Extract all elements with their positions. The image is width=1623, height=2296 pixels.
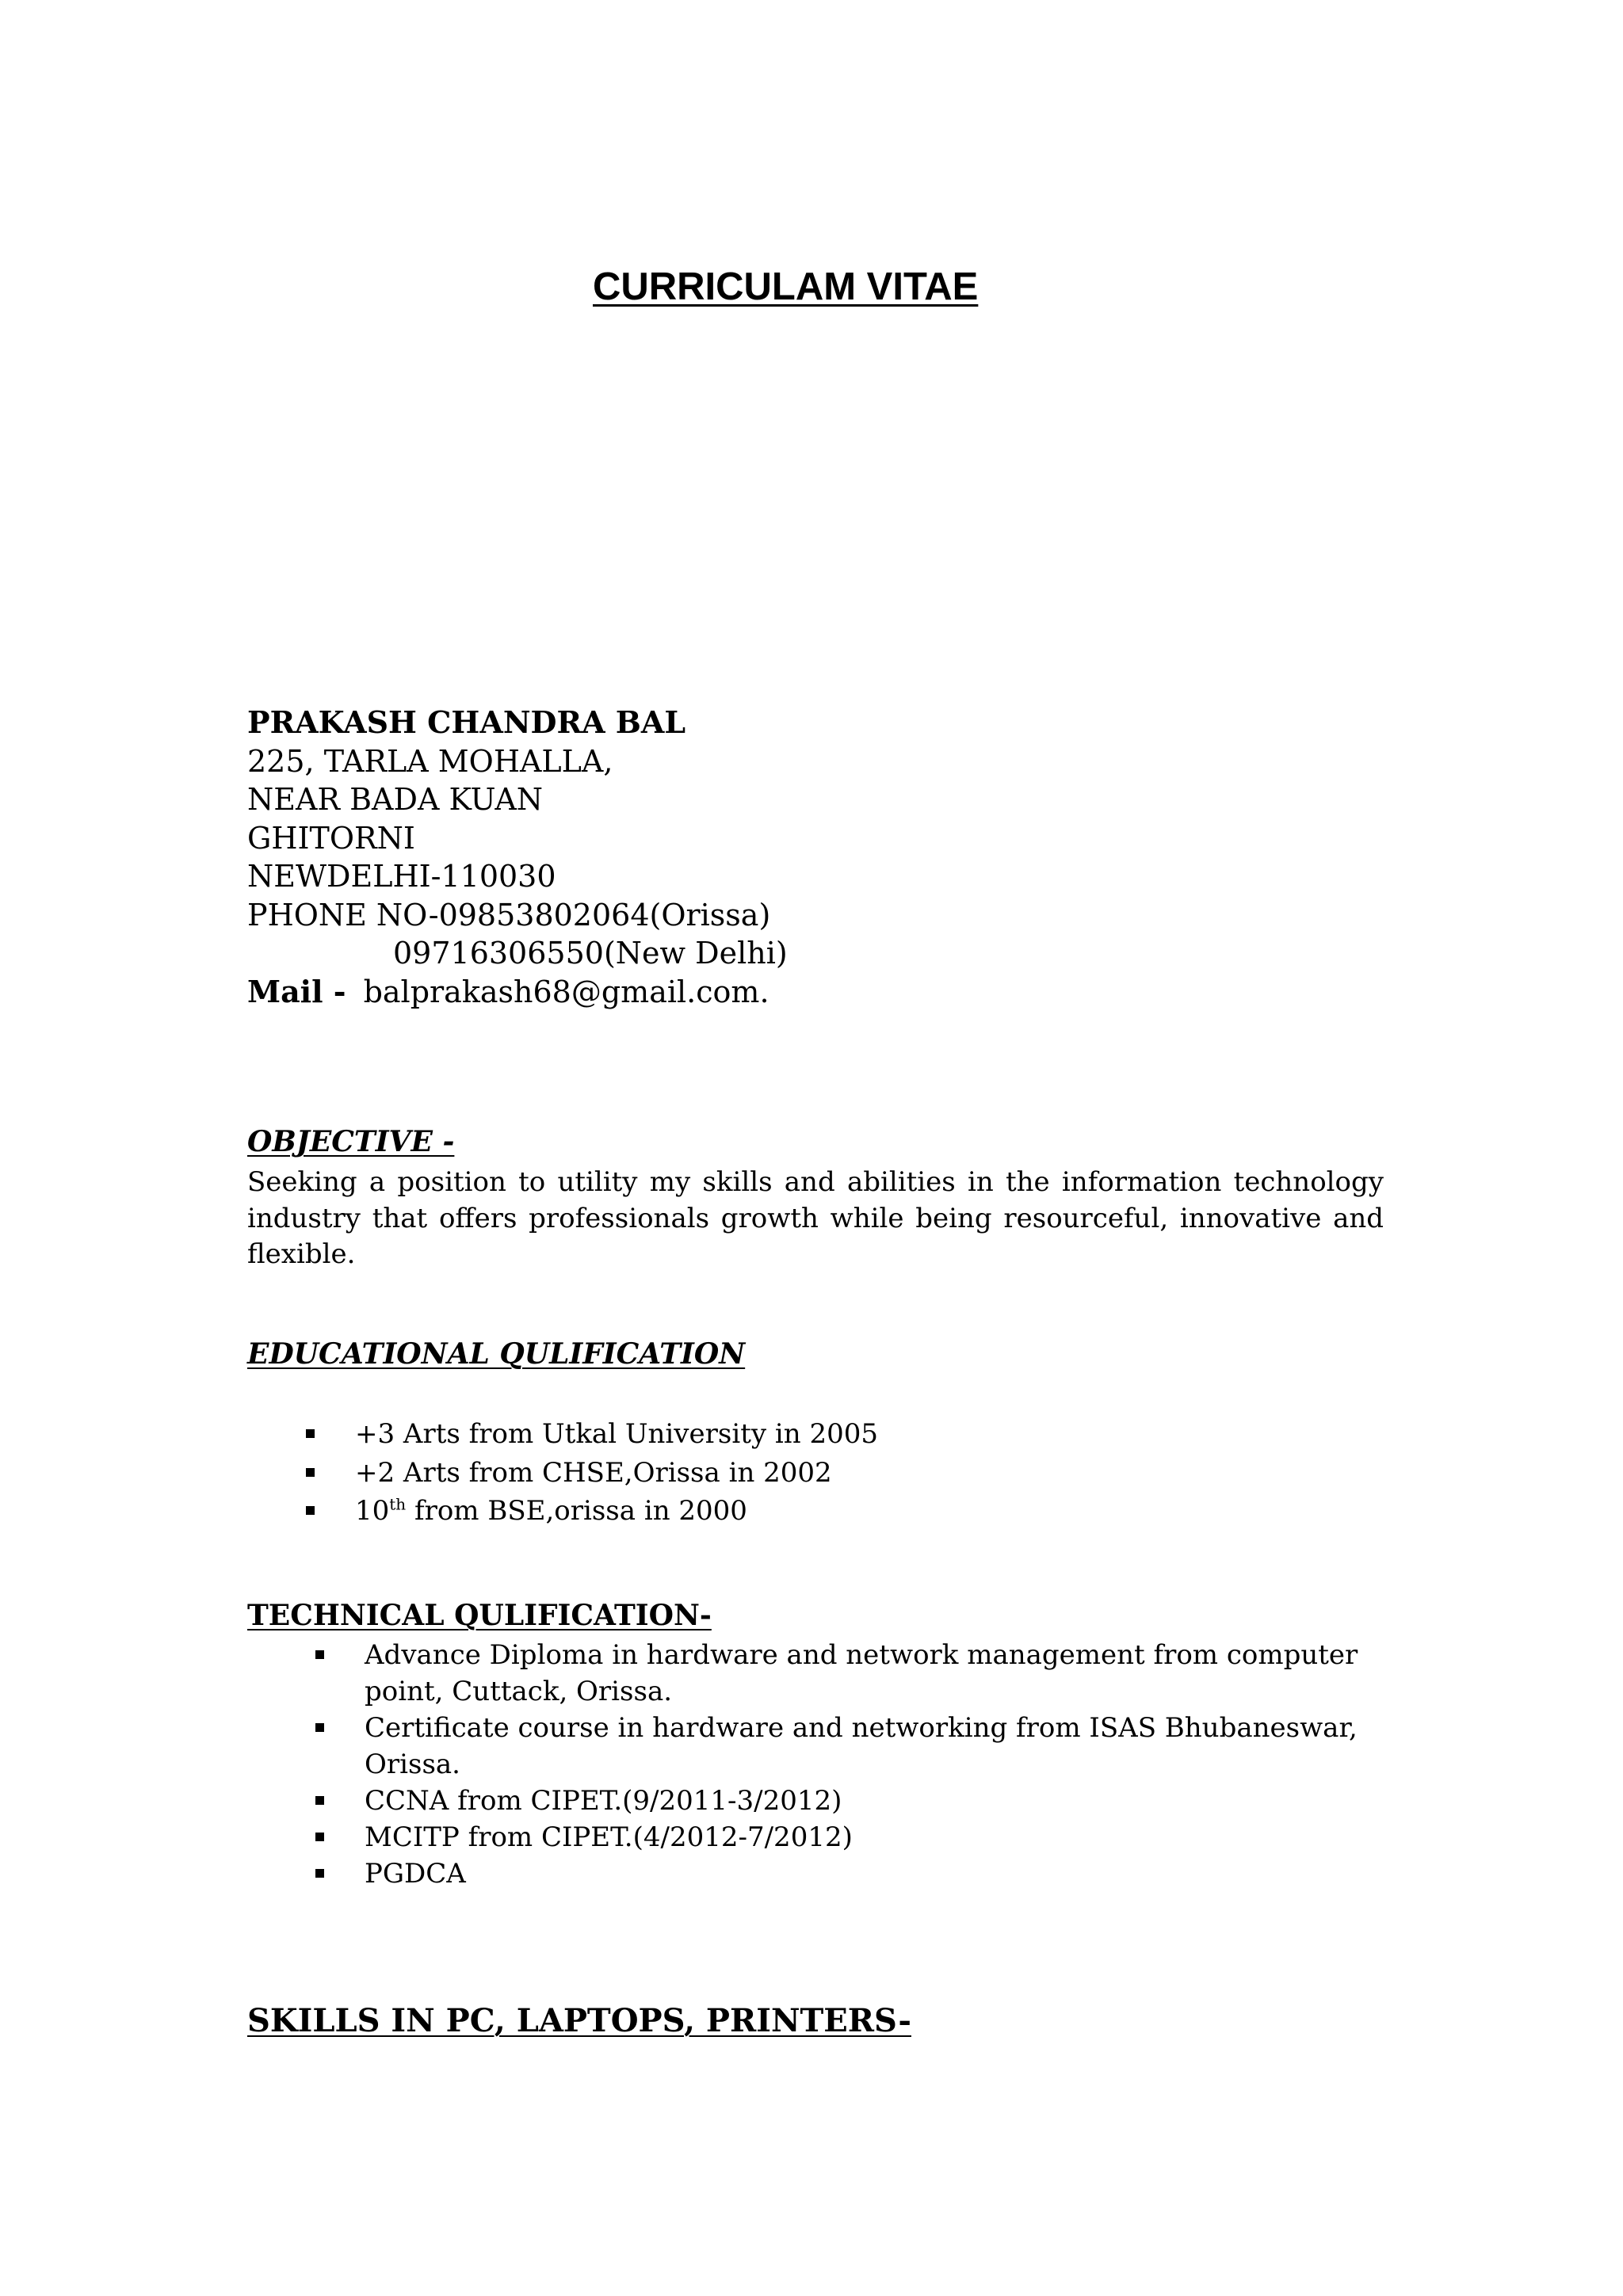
bullet-square-icon [315,1723,324,1732]
skills-heading: SKILLS IN PC, LAPTOPS, PRINTERS- [247,2002,911,2039]
technical-item-text: PGDCA [365,1858,466,1890]
bullet-square-icon [306,1506,315,1515]
technical-item-text: Certificate course in hardware and networking from ISAS Bhubaneswar, Orissa. [365,1712,1358,1780]
education-heading: EDUCATIONAL QULIFICATION [247,1337,746,1371]
address-line-2: NEAR BADA KUAN [247,782,544,817]
phone-secondary: 09716306550(New Delhi) [393,936,788,971]
mail-line [247,973,788,1012]
address-line-4: NEWDELHI-110030 [247,859,556,894]
technical-heading: TECHNICAL QULIFICATION- [247,1599,712,1632]
candidate-name: PRAKASH CHANDRA BAL [247,704,686,740]
technical-item [315,1855,1393,1892]
education-item [306,1492,878,1531]
mail-address: balprakash68@gmail.com. [363,974,769,1009]
bullet-square-icon [306,1429,315,1438]
technical-item [315,1819,1393,1855]
technical-list [315,1637,1393,1892]
bullet-square-icon [315,1796,324,1805]
education-list [306,1415,878,1531]
contact-block [247,704,788,1011]
education-item-number: 10 [355,1495,390,1527]
education-item-text: +3 Arts from Utkal University in 2005 [355,1418,878,1450]
education-item [306,1454,878,1493]
technical-item-text: Advance Diploma in hardware and network management from computer point, Cuttack, Orissa. [365,1639,1358,1707]
bullet-square-icon [315,1833,324,1841]
education-item [306,1415,878,1454]
education-item-text: from BSE,orissa in 2000 [406,1495,747,1527]
page-title: CURRICULAM VITAE [593,265,979,308]
phone-primary: PHONE NO-09853802064(Orissa) [247,897,771,933]
bullet-square-icon [315,1650,324,1659]
address-line-1: 225, TARLA MOHALLA, [247,743,613,779]
objective-heading: OBJECTIVE - [247,1125,455,1158]
technical-item [315,1637,1393,1710]
address-line-3: GHITORNI [247,820,415,856]
technical-item-text: CCNA from CIPET.(9/2011-3/2012) [365,1785,842,1817]
education-item-text: +2 Arts from CHSE,Orissa in 2002 [355,1456,832,1489]
bullet-square-icon [315,1869,324,1878]
technical-item-text: MCITP from CIPET.(4/2012-7/2012) [365,1821,853,1853]
bullet-square-icon [306,1468,315,1477]
objective-text: Seeking a position to utility my skills and abilities in the information technology industry that offers professionals growth while being resourceful, innovative and flexible. [247,1166,1384,1270]
mail-label: Mail - [247,973,346,1009]
technical-item [315,1783,1393,1819]
technical-item [315,1710,1393,1783]
ordinal-suffix: th [389,1494,407,1514]
